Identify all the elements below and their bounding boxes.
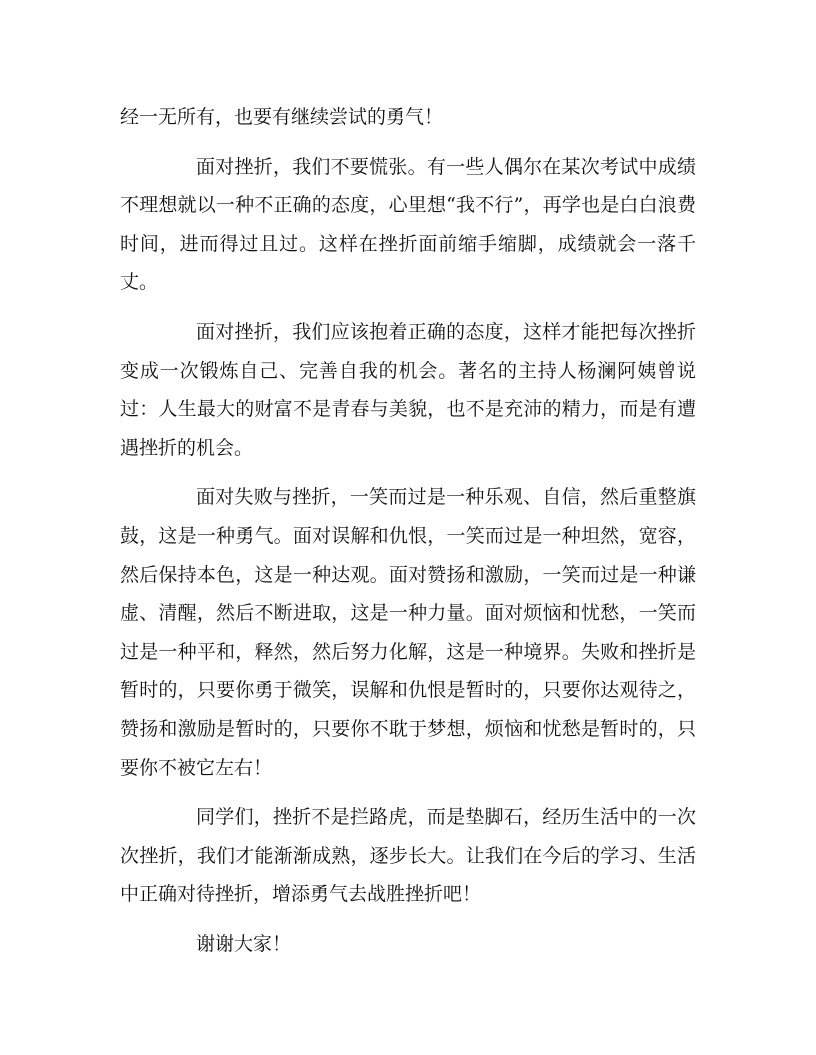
paragraph: 面对失败与挫折，一笑而过是一种乐观、自信，然后重整旗鼓，这是一种勇气。面对误解和仇恨，一笑而过是一种坦然，宽容，然后保持本色，这是一种达观。面对赞扬和激励，一笑而过是一种谦虚、清醒，然后不断进取，这是一种力量。面对烦恼和忧愁，一笑而过是一种平和，释然，然后努力化解，这是一种境界。失败和挫折是暂时的，只要你勇于微笑，误解和仇恨是暂时的，只要你达观待之，赞扬和激励是暂时的，只要你不耽于梦想，烦恼和忧愁是暂时的，只要你不被它左右！ (120, 486, 696, 779)
paragraph: 同学们，挫折不是拦路虎，而是垫脚石，经历生活中的一次次挫折，我们才能渐渐成熟，逐步长大。让我们在今后的学习、生活中正确对待挫折，增添勇气去战胜挫折吧！ (120, 806, 696, 906)
paragraph-continuation: 经一无所有，也要有继续尝试的勇气！ (120, 106, 444, 128)
paragraph: 面对挫折，我们不要慌张。有一些人偶尔在某次考试中成绩不理想就以一种不正确的态度，心里想“我不行”，再学也是白白浪费时间，进而得过且过。这样在挫折面前缩手缩脚，成绩就会一落千丈。 (120, 155, 696, 294)
closing-remark: 谢谢大家！ (196, 932, 292, 955)
paragraph: 面对挫折，我们应该抱着正确的态度，这样才能把每次挫折变成一次锻炼自己、完善自我的机会。著名的主持人杨澜阿姨曾说过：人生最大的财富不是青春与美貌，也不是充沛的精力，而是有遭遇挫折的机会。 (120, 320, 696, 459)
document-body (120, 98, 696, 963)
